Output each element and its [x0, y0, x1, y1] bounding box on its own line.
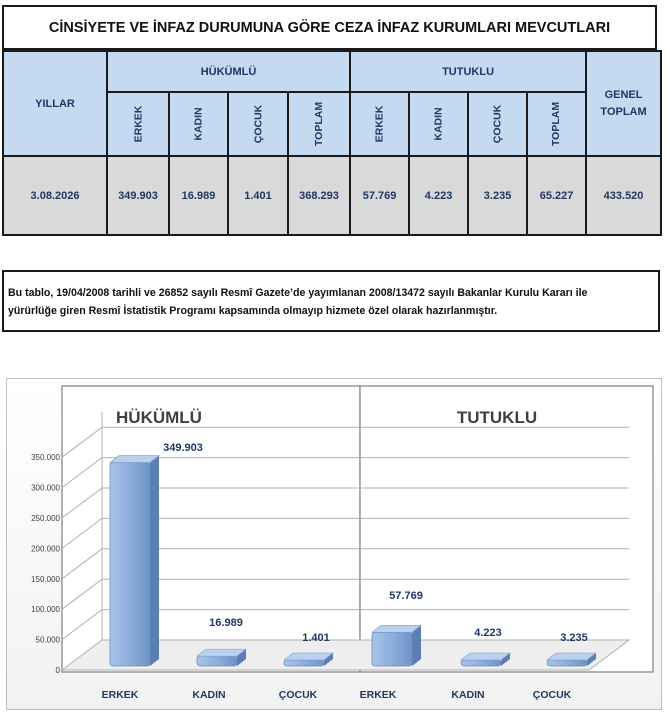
group-header-detained: TUTUKLU	[350, 51, 586, 92]
subheader-cell: KADIN	[169, 92, 228, 156]
subheader-cell: ÇOCUK	[468, 92, 527, 156]
bar	[197, 656, 237, 666]
bar-top	[110, 456, 159, 463]
page-title: CİNSİYETE VE İNFAZ DURUMUNA GÖRE CEZA İNFAZ KURUMLARI MEVCUTLARI	[2, 5, 657, 50]
value-cell: 65.227	[527, 156, 586, 235]
bar-chart	[6, 378, 662, 710]
y-tick-label: 350.000	[31, 453, 60, 463]
y-tick-label: 200.000	[31, 544, 60, 554]
date-cell: 3.08.2026	[3, 156, 107, 235]
panel-title: HÜKÜMLÜ	[116, 408, 202, 427]
y-tick-label: 150.000	[31, 574, 60, 584]
y-tick-label: 50.000	[35, 635, 60, 645]
data-label: 1.401	[302, 632, 330, 644]
bar	[372, 632, 412, 666]
note-box	[2, 270, 660, 332]
y-tick-label: 100.000	[31, 605, 60, 615]
y-tick-label: 300.000	[31, 483, 60, 493]
stats-table	[2, 50, 662, 236]
data-label: 3.235	[560, 632, 588, 644]
data-label: 16.989	[209, 617, 243, 629]
bar-top	[461, 653, 510, 660]
panel-frame	[62, 386, 360, 672]
subheader-cell: ERKEK	[107, 92, 169, 156]
bar-side	[150, 456, 159, 666]
value-cell: 368.293	[288, 156, 350, 235]
group-header-convicted: HÜKÜMLÜ	[107, 51, 350, 92]
y-tick-label: 0	[55, 666, 60, 675]
category-label: KADIN	[192, 689, 226, 701]
value-cell: 349.903	[107, 156, 169, 235]
bar-top	[547, 653, 596, 660]
grand-total-cell: 433.520	[586, 156, 661, 235]
value-cell: 16.989	[169, 156, 228, 235]
data-label: 349.903	[163, 442, 203, 454]
bar-top	[284, 653, 333, 660]
panel-title: TUTUKLU	[456, 408, 538, 427]
category-label: ÇOCUK	[278, 689, 318, 701]
subheader-cell: ÇOCUK	[228, 92, 288, 156]
subheader-cell: ERKEK	[350, 92, 409, 156]
category-label: ERKEK	[359, 689, 397, 701]
category-label: ERKEK	[101, 689, 139, 701]
subheader-cell: TOPLAM	[527, 92, 586, 156]
bar	[547, 660, 587, 666]
note-line: Bu tablo, 19/04/2008 tarihli ve 26852 sayılı Resmî Gazete’de yayımlanan 2008/13472 sayılı Bakanlar Kurulu Kararı ile	[8, 287, 588, 299]
data-label: 57.769	[389, 590, 423, 602]
value-cell: 1.401	[228, 156, 288, 235]
bar	[110, 463, 150, 666]
note-line: yürürlüğe giren Resmî İstatistik Programı kapsamında olmayıp hizmete özel olarak hazırlanmıştır.	[8, 305, 498, 317]
category-label: KADIN	[451, 689, 485, 701]
value-cell: 57.769	[350, 156, 409, 235]
bar-top	[372, 625, 421, 632]
value-cell: 3.235	[468, 156, 527, 235]
bar-top	[197, 649, 246, 656]
years-header: YILLAR	[3, 51, 107, 156]
data-label: 4.223	[474, 627, 502, 639]
subheader-cell: KADIN	[409, 92, 468, 156]
grand-total-header: GENEL TOPLAM	[586, 51, 661, 156]
category-label: ÇOCUK	[532, 689, 572, 701]
value-cell: 4.223	[409, 156, 468, 235]
bar	[284, 660, 324, 666]
subheader-cell: TOPLAM	[288, 92, 350, 156]
bar	[461, 660, 501, 666]
y-tick-label: 250.000	[31, 514, 60, 523]
